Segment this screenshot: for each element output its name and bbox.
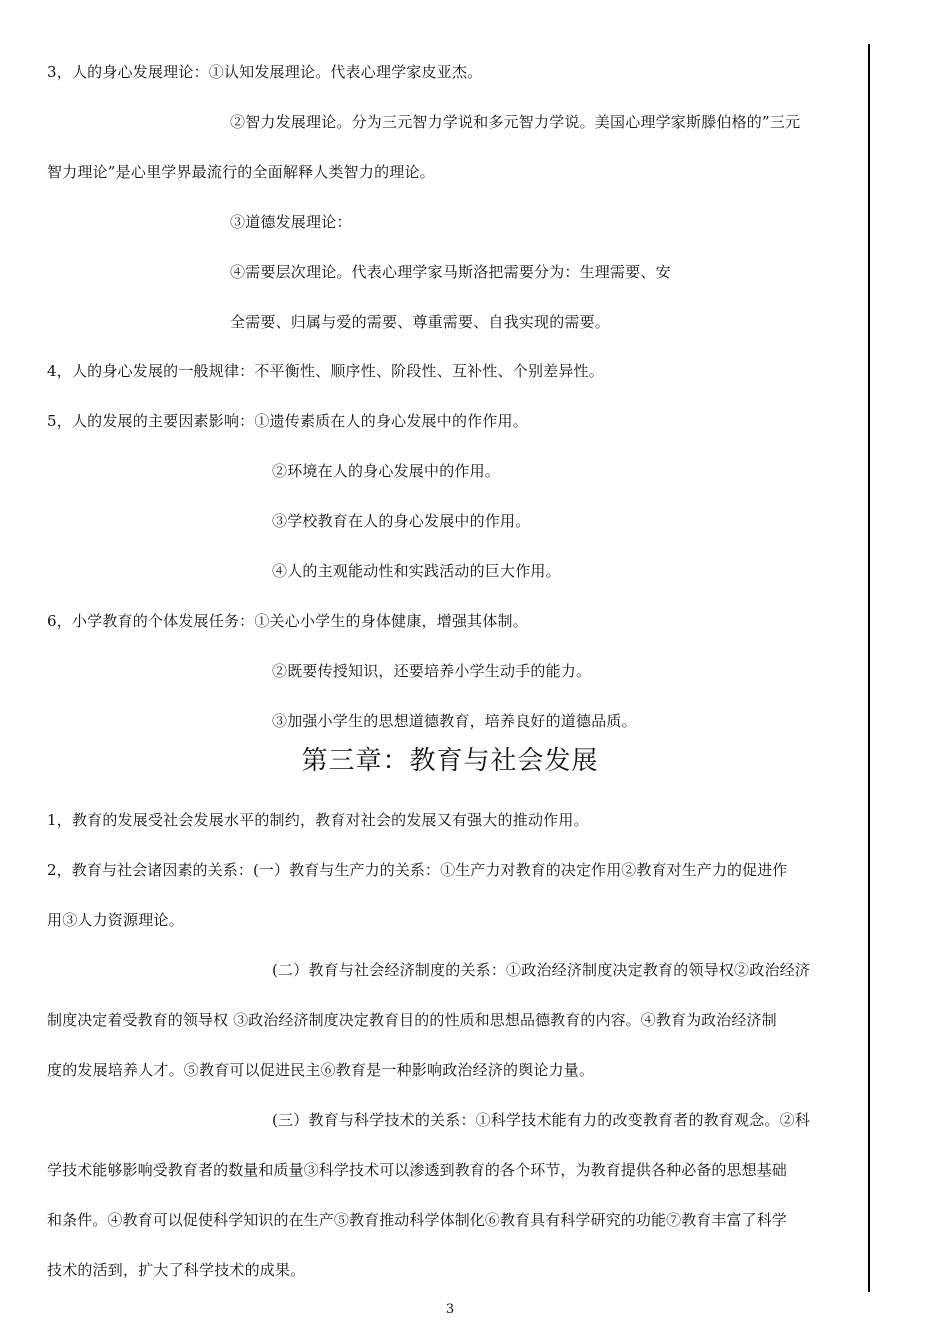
text-line-4: ③道德发展理论： [230,213,352,231]
text-line-11: ④人的主观能动性和实践活动的巨大作用。 [272,562,561,580]
text-line-5: ④需要层次理论。代表心理学家马斯洛把需要分为：生理需要、安 [230,263,671,281]
text-line-18: (二）教育与社会经济制度的关系：①政治经济制度决定教育的领导权②政治经济 [272,961,811,979]
text-line-22: 学技术能够影响受教育者的数量和质量③科学技术可以渗透到教育的各个环节，为教育提供各种必备的思想基础 [47,1161,787,1179]
text-line-3: 智力理论”是心里学界最流行的全面解释人类智力的理论。 [47,163,435,181]
text-line-9: ②环境在人的身心发展中的作用。 [272,462,501,480]
text-line-21: (三）教育与科学技术的关系：①科学技术能有力的改变教育者的教育观念。②科 [272,1111,811,1129]
text-line-15: 1，教育的发展受社会发展水平的制约，教育对社会的发展又有强大的推动作用。 [47,811,589,829]
text-line-2: ②智力发展理论。分为三元智力学说和多元智力学说。美国心理学家斯滕伯格的”三元 [230,113,801,131]
text-line-17: 用③人力资源理论。 [47,911,184,929]
text-line-10: ③学校教育在人的身心发展中的作用。 [272,512,531,530]
chapter-title: 第三章：教育与社会发展 [301,746,599,776]
text-line-1: 3，人的身心发展理论：①认知发展理论。代表心理学家皮亚杰。 [47,63,483,81]
text-line-12: 6，小学教育的个体发展任务：①关心小学生的身体健康，增强其体制。 [47,612,528,630]
page-number: 3 [445,1302,455,1317]
text-line-23: 和条件。④教育可以促使科学知识的在生产⑤教育推动科学体制化⑥教育具有科学研究的功能⑦教育丰富了科学 [47,1211,787,1229]
margin-rule [868,44,870,1292]
text-line-24: 技术的活到，扩大了科学技术的成果。 [47,1261,306,1279]
text-line-7: 4，人的身心发展的一般规律：不平衡性、顺序性、阶段性、互补性、个别差异性。 [47,362,604,380]
text-line-6: 全需要、归属与爱的需要、尊重需要、自我实现的需要。 [230,313,611,331]
text-line-13: ②既要传授知识，还要培养小学生动手的能力。 [272,662,592,680]
text-line-16: 2，教育与社会诸因素的关系：(一）教育与生产力的关系：①生产力对教育的决定作用②教育对生产力的促进作 [47,861,788,879]
text-line-8: 5，人的发展的主要因素影响：①遗传素质在人的身心发展中的作作用。 [47,412,528,430]
text-line-19: 制度决定着受教育的领导权 ③政治经济制度决定教育目的的性质和思想品德教育的内容。④教育为政治经济制 [47,1011,777,1029]
text-line-14: ③加强小学生的思想道德教育，培养良好的道德品质。 [272,712,637,730]
text-line-20: 度的发展培养人才。⑤教育可以促进民主⑥教育是一种影响政治经济的舆论力量。 [47,1061,595,1079]
